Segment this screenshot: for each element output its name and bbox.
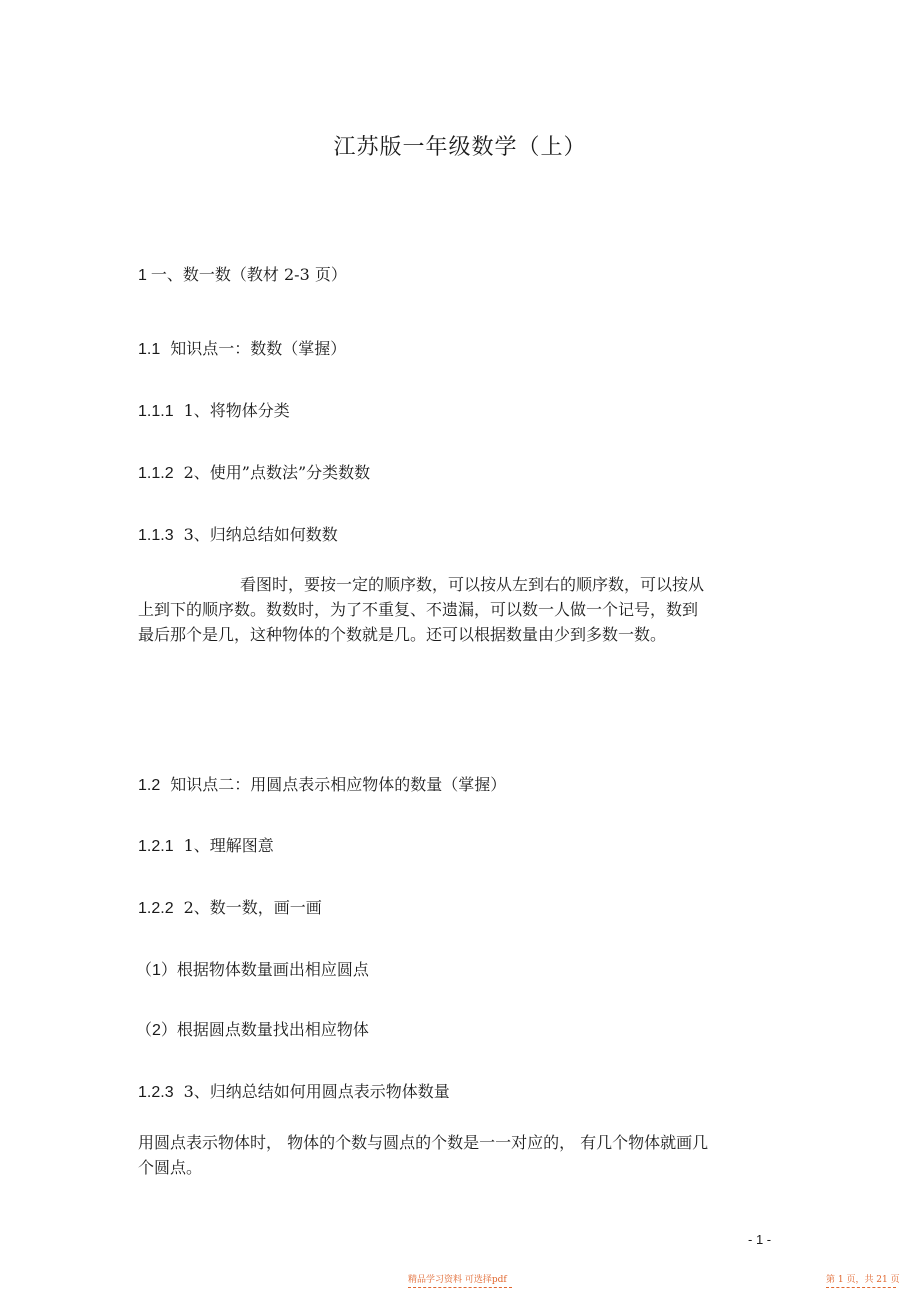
section-number: 1 bbox=[138, 267, 147, 284]
section-number: 1.1.3 bbox=[138, 527, 174, 544]
document-title: 江苏版一年级数学（上） bbox=[333, 135, 587, 160]
list-item-1 bbox=[136, 957, 369, 980]
paragraph-line: 最后那个是几，这种物体的个数就是几。还可以根据数量由少到多数一数。 bbox=[138, 625, 667, 644]
section-text: 3、归纳总结如何用圆点表示物体数量 bbox=[183, 1082, 450, 1101]
item-text: 根据圆点数量找出相应物体 bbox=[176, 1020, 369, 1039]
section-number: 1.2.1 bbox=[138, 838, 174, 855]
section-text: 2、使用”点数法”分类数数 bbox=[183, 463, 371, 482]
section-heading-1-1-3 bbox=[138, 522, 338, 545]
section-number: 1.1.1 bbox=[138, 403, 174, 420]
section-heading-1-2-3 bbox=[138, 1079, 450, 1102]
section-heading-1-2 bbox=[138, 772, 506, 795]
footer-divider bbox=[408, 1287, 512, 1288]
section-text: 2、数一数，画一画 bbox=[183, 898, 322, 917]
paragraph-line: 用圆点表示物体时， 物体的个数与圆点的个数是一一对应的， 有几个物体就画几 bbox=[138, 1133, 709, 1152]
paragraph-line: 看图时，要按一定的顺序数，可以按从左到右的顺序数，可以按从 bbox=[240, 575, 705, 594]
section-text: 知识点二：用圆点表示相应物体的数量（掌握） bbox=[170, 775, 507, 794]
section-text: 1、理解图意 bbox=[183, 836, 274, 855]
footer-watermark: 精品学习资料 可选择pdf bbox=[408, 1275, 507, 1285]
footer-page-count: 第 1 页，共 21 页 bbox=[826, 1275, 900, 1285]
section-text: 知识点一：数数（掌握） bbox=[170, 339, 347, 358]
item-text: 根据物体数量画出相应圆点 bbox=[176, 960, 369, 979]
paragraph-line: 个圆点。 bbox=[138, 1158, 203, 1177]
section-heading-1-2-1 bbox=[138, 833, 274, 856]
item-number: （2） bbox=[136, 1022, 177, 1039]
footer-divider bbox=[826, 1287, 896, 1288]
paragraph-counting bbox=[138, 572, 778, 647]
section-text: 3、归纳总结如何数数 bbox=[183, 525, 338, 544]
section-number: 1.1.2 bbox=[138, 465, 174, 482]
paragraph-line: 上到下的顺序数。数数时，为了不重复、不遗漏，可以数一人做一个记号，数到 bbox=[138, 600, 699, 619]
page-number: - 1 - bbox=[748, 1232, 772, 1247]
item-number: （1） bbox=[136, 962, 177, 979]
section-heading-1 bbox=[138, 262, 347, 285]
section-text: 1、将物体分类 bbox=[183, 401, 290, 420]
section-number: 1.2 bbox=[138, 777, 161, 794]
section-heading-1-2-2 bbox=[138, 895, 322, 918]
section-text: 一、数一数（教材 2-3 页） bbox=[150, 265, 347, 284]
section-heading-1-1-2 bbox=[138, 460, 370, 483]
list-item-2 bbox=[136, 1017, 369, 1040]
section-heading-1-1-1 bbox=[138, 398, 290, 421]
section-number: 1.1 bbox=[138, 341, 161, 358]
section-number: 1.2.3 bbox=[138, 1084, 174, 1101]
section-number: 1.2.2 bbox=[138, 900, 174, 917]
paragraph-dots bbox=[138, 1130, 778, 1180]
section-heading-1-1 bbox=[138, 336, 346, 359]
